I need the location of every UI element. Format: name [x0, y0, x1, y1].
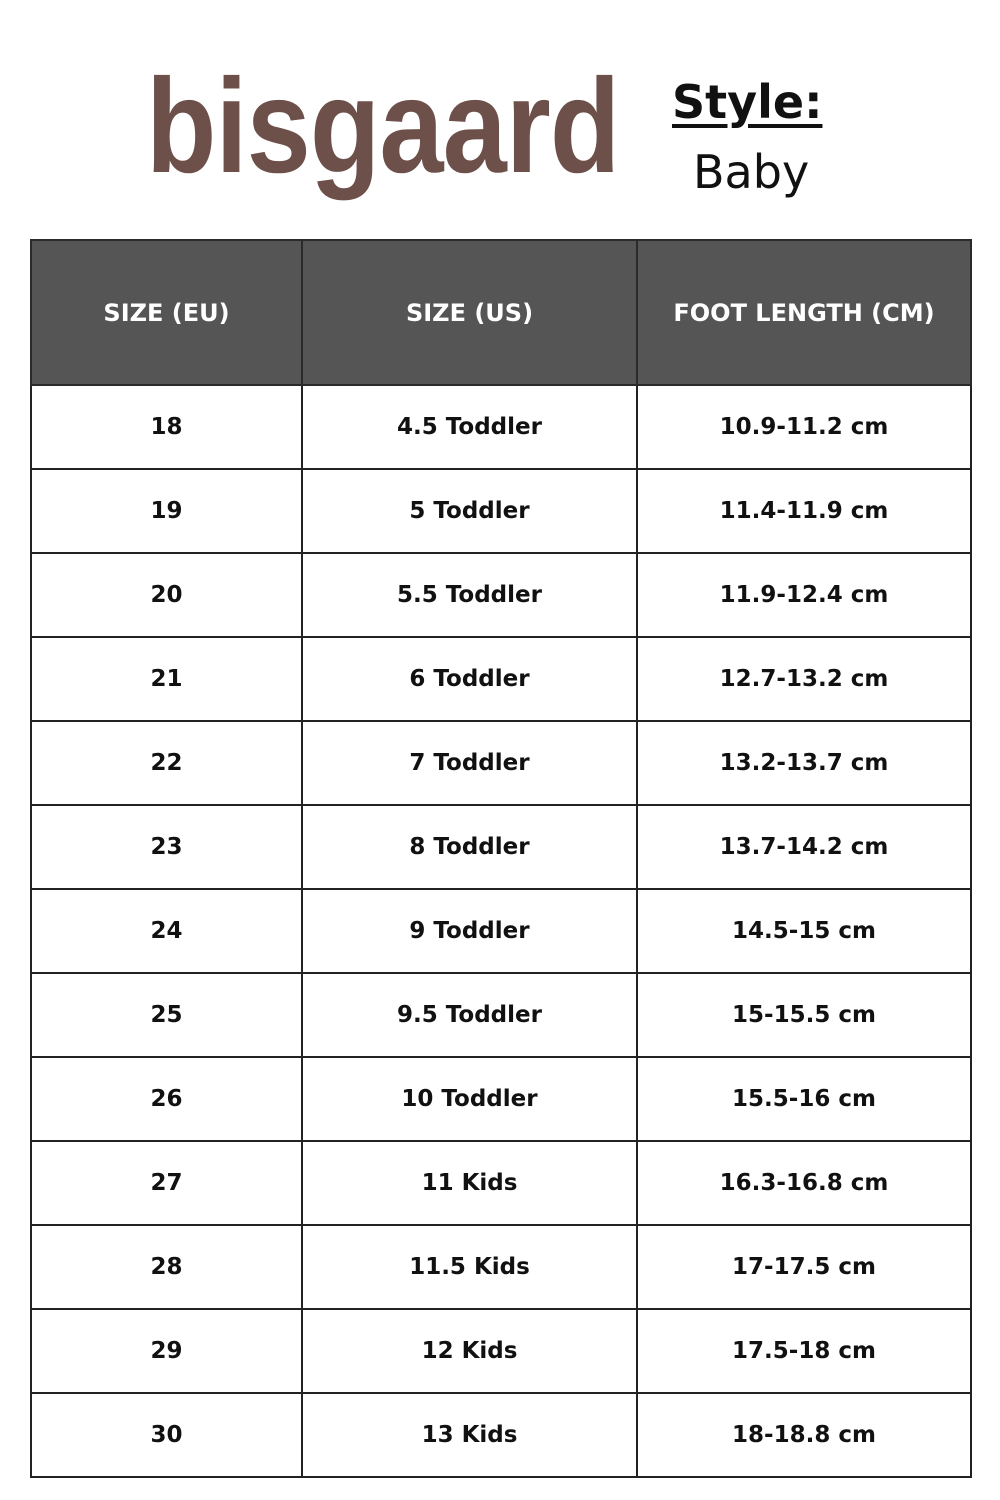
- cell-foot-length: 15-15.5 cm: [637, 973, 971, 1057]
- cell-size-us: 11.5 Kids: [302, 1225, 637, 1309]
- cell-foot-length: 10.9-11.2 cm: [637, 385, 971, 469]
- cell-foot-length: 14.5-15 cm: [637, 889, 971, 973]
- cell-size-eu: 22: [31, 721, 302, 805]
- cell-size-eu: 30: [31, 1393, 302, 1477]
- table-row: [31, 1309, 971, 1393]
- size-chart-table: [30, 239, 972, 1478]
- cell-size-us: 5 Toddler: [302, 469, 637, 553]
- cell-size-eu: 19: [31, 469, 302, 553]
- cell-size-eu: 29: [31, 1309, 302, 1393]
- style-value: Baby: [693, 145, 810, 199]
- style-label: Style:: [672, 75, 823, 129]
- table-row: [31, 721, 971, 805]
- cell-size-us: 9 Toddler: [302, 889, 637, 973]
- cell-foot-length: 13.7-14.2 cm: [637, 805, 971, 889]
- cell-size-eu: 24: [31, 889, 302, 973]
- cell-foot-length: 13.2-13.7 cm: [637, 721, 971, 805]
- cell-foot-length: 11.9-12.4 cm: [637, 553, 971, 637]
- cell-foot-length: 16.3-16.8 cm: [637, 1141, 971, 1225]
- table-row: [31, 1225, 971, 1309]
- cell-size-eu: 28: [31, 1225, 302, 1309]
- table-row: [31, 469, 971, 553]
- cell-size-us: 4.5 Toddler: [302, 385, 637, 469]
- cell-foot-length: 12.7-13.2 cm: [637, 637, 971, 721]
- cell-foot-length: 18-18.8 cm: [637, 1393, 971, 1477]
- header-size-us: SIZE (US): [302, 240, 637, 385]
- table-row: [31, 553, 971, 637]
- cell-foot-length: 17.5-18 cm: [637, 1309, 971, 1393]
- cell-size-eu: 26: [31, 1057, 302, 1141]
- cell-foot-length: 11.4-11.9 cm: [637, 469, 971, 553]
- table-row: [31, 385, 971, 469]
- cell-size-us: 11 Kids: [302, 1141, 637, 1225]
- cell-size-eu: 21: [31, 637, 302, 721]
- table-row: [31, 805, 971, 889]
- table-row: [31, 1393, 971, 1477]
- cell-size-us: 6 Toddler: [302, 637, 637, 721]
- header-size-eu: SIZE (EU): [31, 240, 302, 385]
- cell-size-eu: 23: [31, 805, 302, 889]
- table-header-row: [31, 240, 971, 385]
- cell-size-us: 5.5 Toddler: [302, 553, 637, 637]
- table-row: [31, 1057, 971, 1141]
- cell-size-us: 12 Kids: [302, 1309, 637, 1393]
- cell-size-eu: 18: [31, 385, 302, 469]
- cell-size-us: 9.5 Toddler: [302, 973, 637, 1057]
- cell-size-us: 13 Kids: [302, 1393, 637, 1477]
- table-row: [31, 637, 971, 721]
- table-row: [31, 889, 971, 973]
- cell-size-eu: 25: [31, 973, 302, 1057]
- cell-foot-length: 15.5-16 cm: [637, 1057, 971, 1141]
- header-foot-length: FOOT LENGTH (CM): [637, 240, 971, 385]
- cell-size-eu: 27: [31, 1141, 302, 1225]
- cell-size-eu: 20: [31, 553, 302, 637]
- cell-size-us: 10 Toddler: [302, 1057, 637, 1141]
- brand-logo: bisgaard: [146, 52, 620, 201]
- cell-size-us: 7 Toddler: [302, 721, 637, 805]
- cell-foot-length: 17-17.5 cm: [637, 1225, 971, 1309]
- table-row: [31, 973, 971, 1057]
- cell-size-us: 8 Toddler: [302, 805, 637, 889]
- table-row: [31, 1141, 971, 1225]
